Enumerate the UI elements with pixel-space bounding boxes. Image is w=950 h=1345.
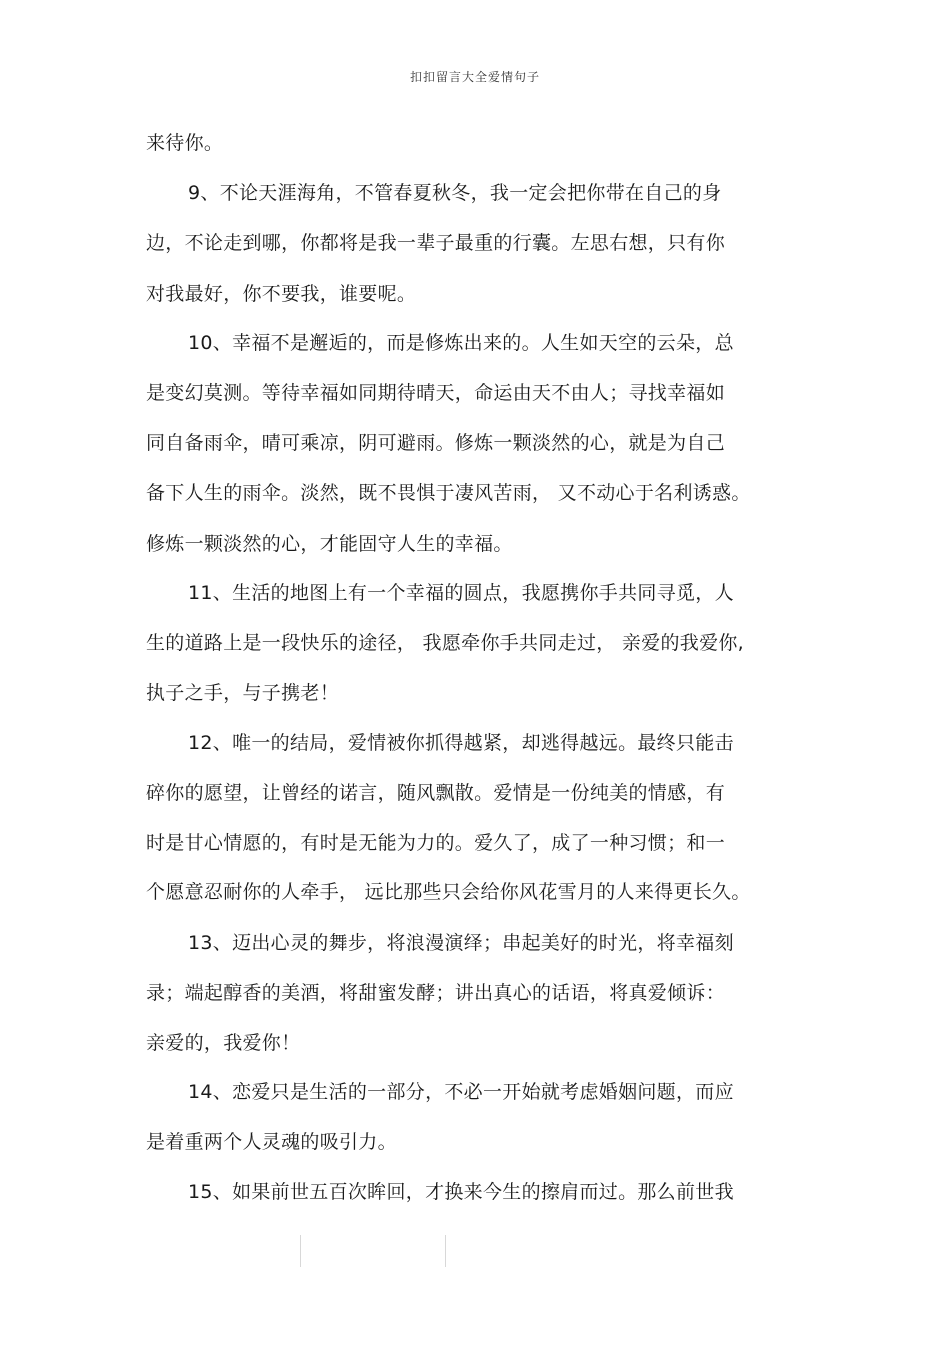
text-line: 15、如果前世五百次眸回，才换来今生的擦肩而过。那么前世我 bbox=[188, 1181, 734, 1203]
text-line: 11、生活的地图上有一个幸福的圆点，我愿携你手共同寻觅，人 bbox=[188, 582, 734, 604]
text-line: 录；端起醇香的美酒，将甜蜜发酵；讲出真心的话语，将真爱倾诉： bbox=[146, 982, 726, 1004]
text-line: 13、迈出心灵的舞步，将浪漫演绎；串起美好的时光，将幸福刻 bbox=[188, 932, 734, 954]
text-line: 修炼一颗淡然的心，才能固守人生的幸福。 bbox=[146, 533, 513, 555]
text-line: 是着重两个人灵魂的吸引力。 bbox=[146, 1131, 397, 1153]
text-line: 是变幻莫测。等待幸福如同期待晴天，命运由天不由人；寻找幸福如 bbox=[146, 382, 726, 404]
text-line: 执子之手，与子携老！ bbox=[146, 682, 340, 704]
text-line: 对我最好，你不要我，谁要呢。 bbox=[146, 283, 417, 305]
text-line: 同自备雨伞，晴可乘凉，阴可避雨。修炼一颗淡然的心，就是为自己 bbox=[146, 432, 726, 454]
text-line: 10、幸福不是邂逅的，而是修炼出来的。人生如天空的云朵，总 bbox=[188, 332, 734, 354]
page-header: 扣扣留言大全爱情句子 bbox=[409, 70, 540, 84]
text-line: 边，不论走到哪，你都将是我一辈子最重的行囊。左思右想，只有你 bbox=[146, 232, 726, 254]
text-line: 碎你的愿望，让曾经的诺言，随风飘散。爱情是一份纯美的情感，有 bbox=[146, 782, 726, 804]
text-line: 9、不论天涯海角，不管春夏秋冬，我一定会把你带在自己的身 bbox=[188, 182, 722, 204]
text-line: 亲爱的，我爱你！ bbox=[146, 1032, 301, 1054]
text-line: 备下人生的雨伞。淡然，既不畏惧于凄风苦雨， 又不动心于名利诱惑。 bbox=[146, 482, 751, 504]
text-line: 时是甘心情愿的，有时是无能为力的。爱久了，成了一种习惯；和一 bbox=[146, 832, 726, 854]
text-line: 个愿意忍耐你的人牵手， 远比那些只会给你风花雪月的人来得更长久。 bbox=[146, 881, 751, 903]
text-line: 来待你。 bbox=[146, 132, 224, 154]
text-line: 14、恋爱只是生活的一部分，不必一开始就考虑婚姻问题，而应 bbox=[188, 1081, 734, 1103]
text-line: 生的道路上是一段快乐的途径， 我愿牵你手共同走过， 亲爱的我爱你, bbox=[146, 632, 745, 654]
footer-divider-left bbox=[300, 1235, 301, 1267]
text-line: 12、唯一的结局，爱情被你抓得越紧，却逃得越远。最终只能击 bbox=[188, 732, 734, 754]
footer-divider-right bbox=[445, 1235, 446, 1267]
